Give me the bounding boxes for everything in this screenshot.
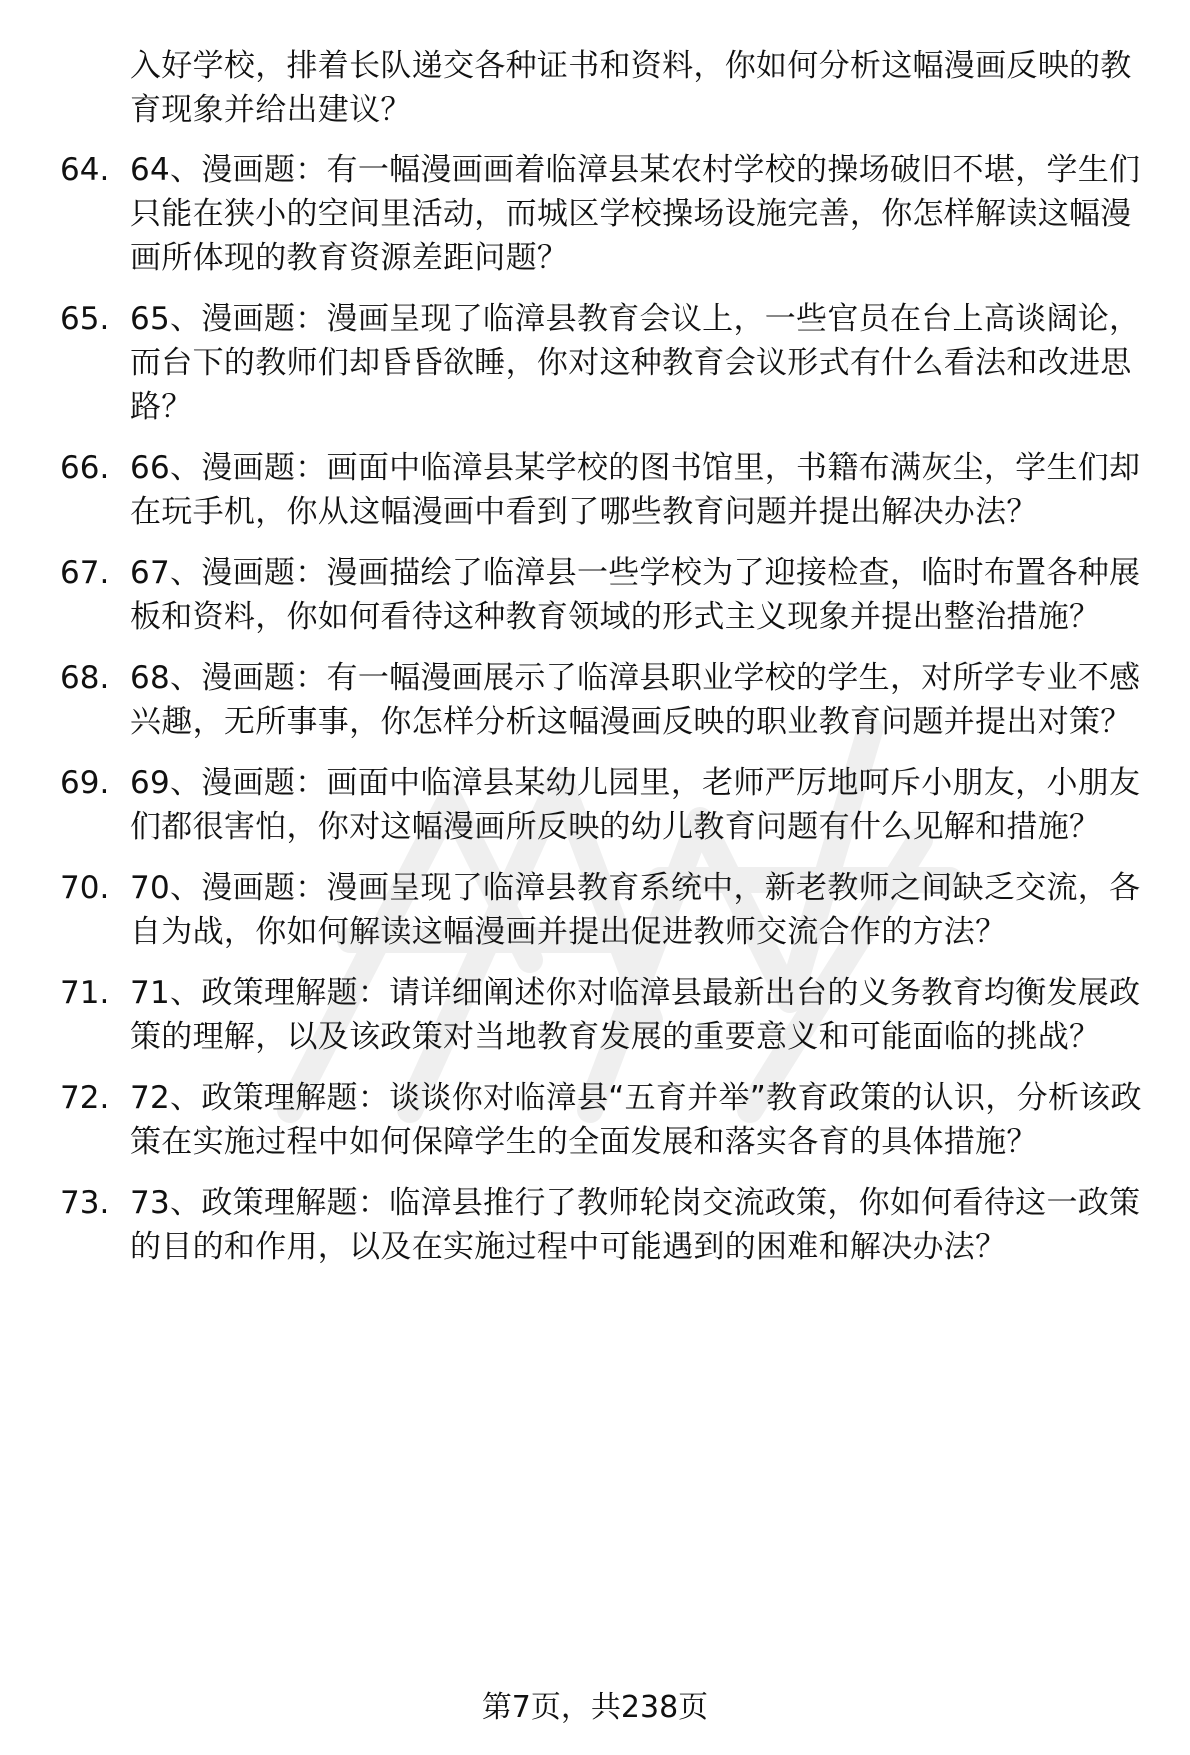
question-number: 70. [60, 870, 110, 906]
question-text: 72、政策理解题：谈谈你对临漳县“五育并举”教育政策的认识，分析该政策在实施过程中如何保障学生的全面发展和落实各育的具体措施？ [130, 1080, 1142, 1160]
question-item [60, 1181, 1150, 1269]
page-number-label: 第7页，共238页 [481, 1690, 709, 1725]
question-list [60, 148, 1150, 1269]
question-number: 72. [60, 1080, 110, 1116]
question-item [60, 866, 1150, 954]
page-footer [0, 1688, 1190, 1728]
question-item [60, 446, 1150, 534]
question-item [60, 971, 1150, 1059]
question-number: 73. [60, 1185, 110, 1221]
question-text: 69、漫画题：画面中临漳县某幼儿园里，老师严厉地呵斥小朋友，小朋友们都很害怕，你对这幅漫画所反映的幼儿教育问题有什么见解和措施？ [130, 765, 1141, 845]
question-item [60, 656, 1150, 744]
question-item [60, 551, 1150, 639]
question-number: 71. [60, 975, 110, 1011]
question-item [60, 297, 1150, 429]
question-item [60, 761, 1150, 849]
question-text: 67、漫画题：漫画描绘了临漳县一些学校为了迎接检查，临时布置各种展板和资料，你如何看待这种教育领域的形式主义现象并提出整治措施？ [130, 555, 1141, 635]
question-item [60, 1076, 1150, 1164]
question-text: 71、政策理解题：请详细阐述你对临漳县最新出台的义务教育均衡发展政策的理解，以及该政策对当地教育发展的重要意义和可能面临的挑战？ [130, 975, 1141, 1055]
question-number: 65. [60, 301, 110, 337]
document-content [60, 44, 1150, 1286]
question-text: 66、漫画题：画面中临漳县某学校的图书馆里，书籍布满灰尘，学生们却在玩手机，你从这幅漫画中看到了哪些教育问题并提出解决办法？ [130, 450, 1141, 530]
question-text: 65、漫画题：漫画呈现了临漳县教育会议上，一些官员在台上高谈阔论，而台下的教师们却昏昏欲睡，你对这种教育会议形式有什么看法和改进思路？ [130, 301, 1141, 425]
question-text: 68、漫画题：有一幅漫画展示了临漳县职业学校的学生，对所学专业不感兴趣，无所事事，你怎样分析这幅漫画反映的职业教育问题并提出对策？ [130, 660, 1141, 740]
question-item [60, 148, 1150, 280]
question-number: 68. [60, 660, 110, 696]
question-number: 69. [60, 765, 110, 801]
question-number: 64. [60, 152, 110, 188]
question-number: 66. [60, 450, 110, 486]
question-number: 67. [60, 555, 110, 591]
question-text: 73、政策理解题：临漳县推行了教师轮岗交流政策，你如何看待这一政策的目的和作用，以及在实施过程中可能遇到的困难和解决办法？ [130, 1185, 1141, 1265]
question-text: 70、漫画题：漫画呈现了临漳县教育系统中，新老教师之间缺乏交流，各自为战，你如何解读这幅漫画并提出促进教师交流合作的方法？ [130, 870, 1141, 950]
question-text: 64、漫画题：有一幅漫画画着临漳县某农村学校的操场破旧不堪，学生们只能在狭小的空间里活动，而城区学校操场设施完善，你怎样解读这幅漫画所体现的教育资源差距问题？ [130, 152, 1141, 276]
continued-question-text: 入好学校，排着长队递交各种证书和资料，你如何分析这幅漫画反映的教育现象并给出建议？ [130, 48, 1132, 128]
